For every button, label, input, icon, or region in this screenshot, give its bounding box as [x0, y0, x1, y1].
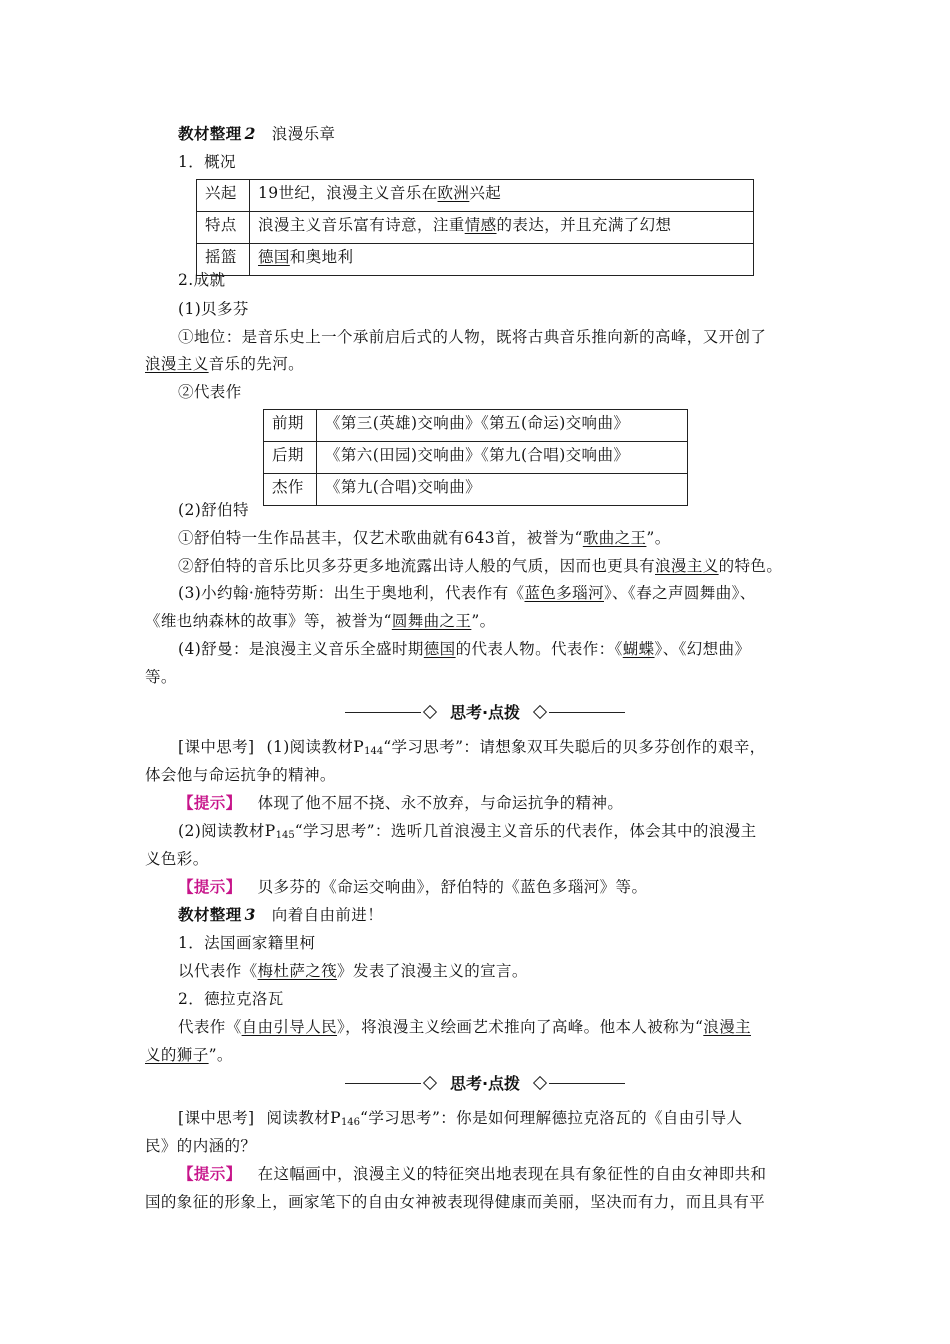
cell-text: 兴起 [469, 184, 502, 202]
line-text: (1)阅读教材P [266, 738, 365, 756]
table-row [264, 442, 688, 474]
underlined-answer: 浪漫主义 [655, 557, 719, 575]
underlined-answer: 歌曲之王 [582, 529, 647, 547]
strauss-line-2 [145, 610, 496, 632]
divider-title: 思考·点拨 [449, 1074, 521, 1093]
table-value [250, 244, 754, 276]
think-question-3-cont: 民》的内涵的？ [145, 1137, 257, 1155]
divider-rule [345, 712, 421, 713]
think-divider [345, 1072, 625, 1096]
overview-heading: 1．概况 [178, 153, 236, 171]
think-answer-2 [178, 876, 647, 898]
table-row [264, 410, 688, 442]
hint-label: 【提示】 [178, 877, 242, 896]
underlined-answer: 圆舞曲之王 [391, 612, 472, 630]
underlined-answer: 义的狮子 [145, 1046, 209, 1064]
line-text: 》，将浪漫主义绘画艺术推向了高峰。他本人被称为“ [337, 1018, 704, 1036]
line-text: 的特色。 [718, 557, 783, 575]
think-question-2-cont: 义色彩。 [145, 850, 209, 868]
table-key: 后期 [264, 442, 317, 474]
divider-title: 思考·点拨 [449, 703, 521, 722]
diamond-icon [423, 1076, 437, 1090]
hint-label: 【提示】 [178, 793, 242, 812]
think-answer-1 [178, 792, 623, 814]
think-answer-3-cont: 国的象征的形象上，画家笔下的自由女神被表现得健康而美丽，坚决而有力，而且具有平 [145, 1193, 766, 1211]
page-number: 144 [364, 746, 384, 757]
section-heading [178, 904, 383, 926]
divider-rule [549, 1083, 625, 1084]
cell-text: 和奥地利 [289, 248, 354, 266]
overview-table [196, 179, 754, 276]
divider-rule [345, 1083, 421, 1084]
underlined-answer: 梅杜萨之筏 [257, 962, 338, 980]
divider-rule [549, 712, 625, 713]
table-key: 前期 [264, 410, 317, 442]
page-number: 145 [275, 830, 295, 841]
line-text: 阅读教材P [266, 1109, 341, 1127]
underlined-answer: 德国 [423, 640, 456, 658]
cell-text: 浪漫主义音乐富有诗意，注重 [258, 216, 465, 234]
think-question-2 [178, 820, 757, 847]
beethoven-works-heading: ②代表作 [178, 383, 242, 401]
table-key: 杰作 [264, 474, 317, 506]
line-text: “学习思考”：选听几首浪漫主义音乐的代表作，体会其中的浪漫主 [294, 822, 757, 840]
answer-text: 体现了他不屈不挠、永不放弃，与命运抗争的精神。 [257, 794, 624, 812]
table-row [197, 180, 754, 212]
line-text: ”。 [208, 1046, 233, 1064]
line-text: 《维也纳森林的故事》等，被誉为“ [145, 612, 392, 630]
line-text: ”。 [646, 529, 671, 547]
beethoven-works-table [263, 409, 688, 506]
underlined-answer: 德国 [258, 248, 290, 266]
table-value: 《第九(合唱)交响曲》 [317, 474, 688, 506]
underlined-answer: 欧洲 [437, 184, 470, 202]
line-text: “学习思考”：请想象双耳失聪后的贝多芬创作的艰辛， [383, 738, 766, 756]
hint-label: 【提示】 [178, 1164, 242, 1183]
schubert-line-1 [178, 527, 671, 549]
diamond-icon [423, 705, 437, 719]
line-text: 的代表人物。代表作：《 [455, 640, 623, 658]
think-answer-3 [178, 1163, 766, 1185]
page-number: 146 [340, 1117, 361, 1128]
line-text: 》、《春之声圆舞曲》、 [604, 584, 756, 602]
table-value [250, 180, 754, 212]
underlined-answer: 蝴蝶 [622, 640, 655, 658]
underlined-answer: 蓝色多瑙河 [524, 584, 604, 602]
think-question-1 [178, 736, 766, 763]
line-text: 音乐的先河。 [208, 355, 305, 373]
diamond-icon [533, 705, 547, 719]
schubert-heading: (2)舒伯特 [178, 501, 249, 519]
schumann-line-2: 等。 [145, 668, 177, 686]
cell-text: 的表达，并且充满了幻想 [496, 216, 672, 234]
table-value [250, 212, 754, 244]
table-value: 《第六(田园)交响曲》《第九(合唱)交响曲》 [317, 442, 688, 474]
think-divider [345, 701, 625, 725]
underlined-answer: 自由引导人民 [241, 1018, 338, 1036]
gericault-heading: 1．法国画家籍里柯 [178, 934, 316, 952]
table-row [197, 212, 754, 244]
strauss-line-1 [178, 582, 756, 604]
beethoven-heading: (1)贝多芬 [178, 300, 249, 318]
underlined-answer: 浪漫主 [703, 1018, 751, 1036]
underlined-answer: 情感 [464, 216, 497, 234]
line-text: ”。 [471, 612, 496, 630]
table-row [197, 244, 754, 276]
cell-text: 19世纪，浪漫主义音乐在 [258, 184, 438, 202]
answer-text: 贝多芬的《命运交响曲》，舒伯特的《蓝色多瑙河》等。 [257, 878, 648, 896]
line-text: (4)舒曼：是浪漫主义音乐全盛时期 [178, 640, 424, 658]
line-text: (2)阅读教材P [178, 822, 276, 840]
think-question-1-cont: 体会他与命运抗争的精神。 [145, 766, 336, 784]
schubert-line-2 [178, 555, 782, 577]
section-title: 浪漫乐章 [271, 125, 336, 143]
table-row [264, 474, 688, 506]
line-text: 以代表作《 [178, 962, 258, 980]
line-text: ②舒伯特的音乐比贝多芬更多地流露出诗人般的气质，因而也更具有 [178, 557, 656, 575]
section-number: 3 [244, 905, 256, 924]
section-label: 教材整理 [178, 905, 242, 924]
line-text: 》、《幻想曲》 [654, 640, 751, 658]
line-text: 代表作《 [178, 1018, 242, 1036]
gericault-line [178, 960, 528, 982]
table-key: 兴起 [197, 180, 250, 212]
table-key: 摇篮 [197, 244, 250, 276]
delacroix-line-1 [178, 1016, 751, 1038]
line-text: “学习思考”：你是如何理解德拉克洛瓦的《自由引导人 [360, 1109, 743, 1127]
question-tag: [课中思考] [178, 1109, 255, 1127]
line-text: ①舒伯特一生作品甚丰，仅艺术歌曲就有643首，被誉为“ [178, 529, 583, 547]
beethoven-position: ①地位：是音乐史上一个承前启后式的人物，既将古典音乐推向新的高峰，又开创了 [178, 328, 767, 346]
section-label: 教材整理 [178, 124, 242, 143]
achievements-heading: 2.成就 [178, 271, 226, 289]
underlined-answer: 浪漫主义 [145, 355, 209, 373]
line-text: (3)小约翰·施特劳斯：出生于奥地利，代表作有《 [178, 584, 525, 602]
question-tag: [课中思考] [178, 738, 255, 756]
section-heading [178, 123, 335, 145]
delacroix-line-2 [145, 1044, 233, 1066]
section-title: 向着自由前进！ [271, 906, 384, 924]
delacroix-heading: 2．德拉克洛瓦 [178, 990, 284, 1008]
line-text: 》发表了浪漫主义的宣言。 [337, 962, 528, 980]
diamond-icon [533, 1076, 547, 1090]
section-number: 2 [244, 124, 256, 143]
schumann-line-1 [178, 638, 750, 660]
table-key: 特点 [197, 212, 250, 244]
table-value: 《第三(英雄)交响曲》《第五(命运)交响曲》 [317, 410, 688, 442]
answer-text: 在这幅画中，浪漫主义的特征突出地表现在具有象征性的自由女神即共和 [257, 1165, 767, 1183]
beethoven-position-cont [145, 353, 304, 375]
think-question-3 [178, 1107, 742, 1134]
